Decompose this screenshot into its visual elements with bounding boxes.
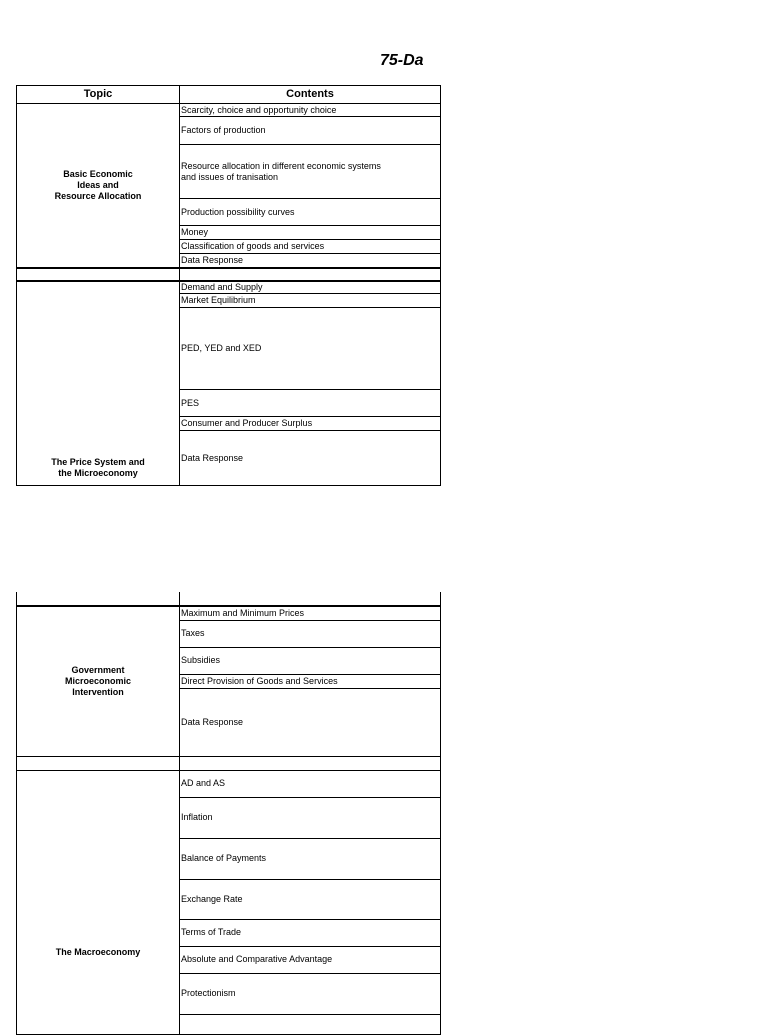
content-cell: Terms of Trade bbox=[180, 919, 441, 946]
content-cell: Maximum and Minimum Prices bbox=[180, 606, 441, 620]
content-cell: Data Response bbox=[180, 431, 441, 486]
topic-cell-price-system bbox=[17, 281, 180, 486]
header-topic: Topic bbox=[17, 86, 180, 104]
content-cell: Data Response bbox=[180, 688, 441, 756]
content-cell: AD and AS bbox=[180, 770, 441, 797]
topic-label: Government Microeconomic Intervention bbox=[64, 664, 131, 697]
spacer-row bbox=[17, 756, 441, 770]
table-row bbox=[17, 770, 441, 797]
content-cell: Market Equilibrium bbox=[180, 294, 441, 308]
spacer-row bbox=[17, 268, 441, 281]
content-cell: Inflation bbox=[180, 797, 441, 838]
table-header-row bbox=[17, 86, 441, 104]
spacer-row bbox=[17, 592, 441, 606]
content-cell: Protectionism bbox=[180, 973, 441, 1014]
spacer-cell bbox=[180, 756, 441, 770]
content-cell: Taxes bbox=[180, 620, 441, 647]
syllabus-table-page-1 bbox=[16, 85, 441, 486]
page-title: 75-Da bbox=[380, 52, 424, 69]
content-cell: Money bbox=[180, 226, 441, 240]
topic-label: The Macroeconomy bbox=[55, 946, 141, 957]
table-row bbox=[17, 281, 441, 294]
topic-cell-basic-economic-ideas bbox=[17, 104, 180, 268]
topic-label: The Price System and the Microeconomy bbox=[51, 457, 145, 479]
table-row bbox=[17, 104, 441, 117]
syllabus-table-page-2 bbox=[16, 592, 441, 1035]
content-cell: Factors of production bbox=[180, 117, 441, 145]
header-contents: Contents bbox=[180, 86, 441, 104]
spacer-cell bbox=[17, 268, 180, 281]
content-cell: Classification of goods and services bbox=[180, 240, 441, 254]
content-cell bbox=[180, 1014, 441, 1034]
spacer-cell bbox=[180, 592, 441, 606]
content-cell: PED, YED and XED bbox=[180, 308, 441, 390]
content-cell: Production possibility curves bbox=[180, 199, 441, 226]
content-cell: PES bbox=[180, 390, 441, 417]
content-cell: Balance of Payments bbox=[180, 838, 441, 879]
content-cell: Demand and Supply bbox=[180, 281, 441, 294]
content-cell: Subsidies bbox=[180, 647, 441, 674]
spacer-cell bbox=[180, 268, 441, 281]
content-cell: Absolute and Comparative Advantage bbox=[180, 946, 441, 973]
topic-cell-macroeconomy bbox=[17, 770, 180, 1034]
content-cell: Direct Provision of Goods and Services bbox=[180, 674, 441, 688]
content-cell: Consumer and Producer Surplus bbox=[180, 417, 441, 431]
content-cell: Resource allocation in different economic systems and issues of tranisation bbox=[180, 145, 441, 199]
table-row bbox=[17, 606, 441, 620]
spacer-cell bbox=[17, 592, 180, 606]
topic-cell-government-intervention bbox=[17, 606, 180, 756]
content-cell: Data Response bbox=[180, 254, 441, 268]
content-cell: Scarcity, choice and opportunity choice bbox=[180, 104, 441, 117]
topic-label: Basic Economic Ideas and Resource Allocation bbox=[54, 168, 142, 201]
spacer-cell bbox=[17, 756, 180, 770]
content-cell: Exchange Rate bbox=[180, 879, 441, 919]
